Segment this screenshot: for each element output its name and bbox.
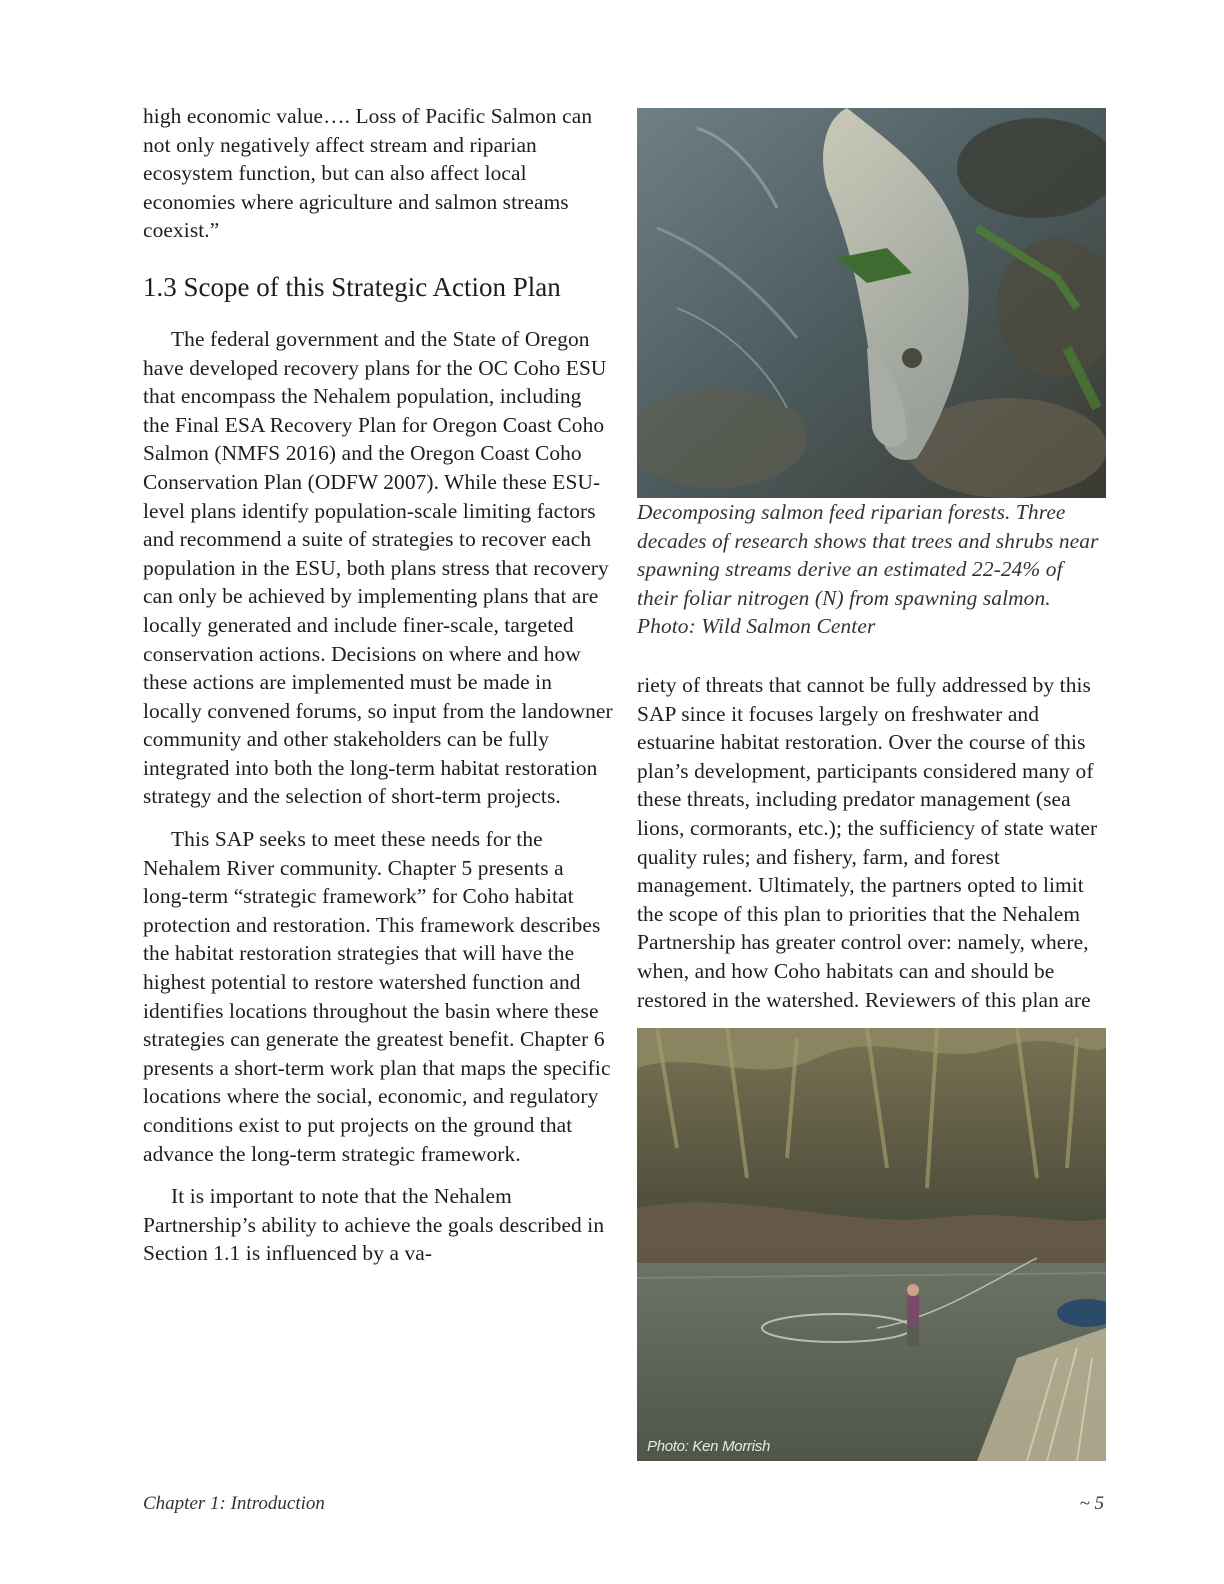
continued-paragraph-right: riety of threats that cannot be fully addressed by this SAP since it focuses largely on freshwater and estuarine habitat restoration. Over the course of this plan’s development, participants considered many of these threats, including predator management (sea lions, cormorants, etc.); the sufficiency of state water quality rules; and fishery, farm, and forest management. Ultimately, the partners opted to limit the scope of this plan to priorities that the Nehalem Partnership has greater control over: namely, where, when, and how Coho habitats can and should be restored in the watershed. Reviewers of this plan are [637,672,1098,1012]
salmon-photo [637,108,1106,498]
continued-paragraph: high economic value…. Loss of Pacific Salmon can not only negatively affect stream and riparian ecosystem function, but can also affect local economies where agriculture and salmon streams coexist.” [143,104,593,243]
left-column [143,102,613,1268]
page-number: ~ 5 [1079,1493,1104,1514]
right-column [637,108,1106,1014]
river-photo-credit: Photo: Ken Morrish [647,1438,770,1455]
section-heading: 1.3 Scope of this Strategic Action Plan [143,271,561,302]
body-paragraph-1: The federal government and the State of Oregon have developed recovery plans for the OC Coho ESU that encompass the Nehalem population, including the Final ESA Recovery Plan for Oregon Coast Coho Salmon (NMFS 2016) and the Oregon Coast Coho Conservation Plan (ODFW 2007). While these ESU-level plans identify population-scale limiting factors and recommend a suite of strategies to recover each population in the ESU, both plans stress that recovery can only be achieved by implementing plans that are locally generated and include finer-scale, targeted conservation actions. Decisions on where and how these actions are implemented must be made in locally convened forums, so input from the landowner community and other stakeholders can be fully integrated into both the long-term habitat restoration strategy and the selection of short-term projects. [143,326,613,809]
salmon-photo-caption: Decomposing salmon feed riparian forests. Three decades of research shows that trees and shrubs near spawning streams derive an estimated 22-24% of their foliar nitrogen (N) from spawning salmon. Photo: Wild Salmon Center [637,500,1099,639]
river-photo [637,1028,1106,1461]
body-paragraph-2: This SAP seeks to meet these needs for the Nehalem River community. Chapter 5 presents a long-term “strategic framework” for Coho habitat protection and restoration. This framework describes the habitat restoration strategies that will have the highest potential to restore watershed function and identifies locations throughout the basin where these strategies can generate the greatest benefit. Chapter 6 presents a short-term work plan that maps the specific locations where the social, economic, and regulatory conditions exist to put projects on the ground that advance the long-term strategic framework. [143,827,611,1166]
river-photo-wrapper [637,1028,1106,1461]
chapter-footer: Chapter 1: Introduction [143,1493,325,1514]
body-paragraph-3: It is important to note that the Nehalem Partnership’s ability to achieve the goals described in Section 1.1 is influenced by a va- [143,1184,605,1266]
